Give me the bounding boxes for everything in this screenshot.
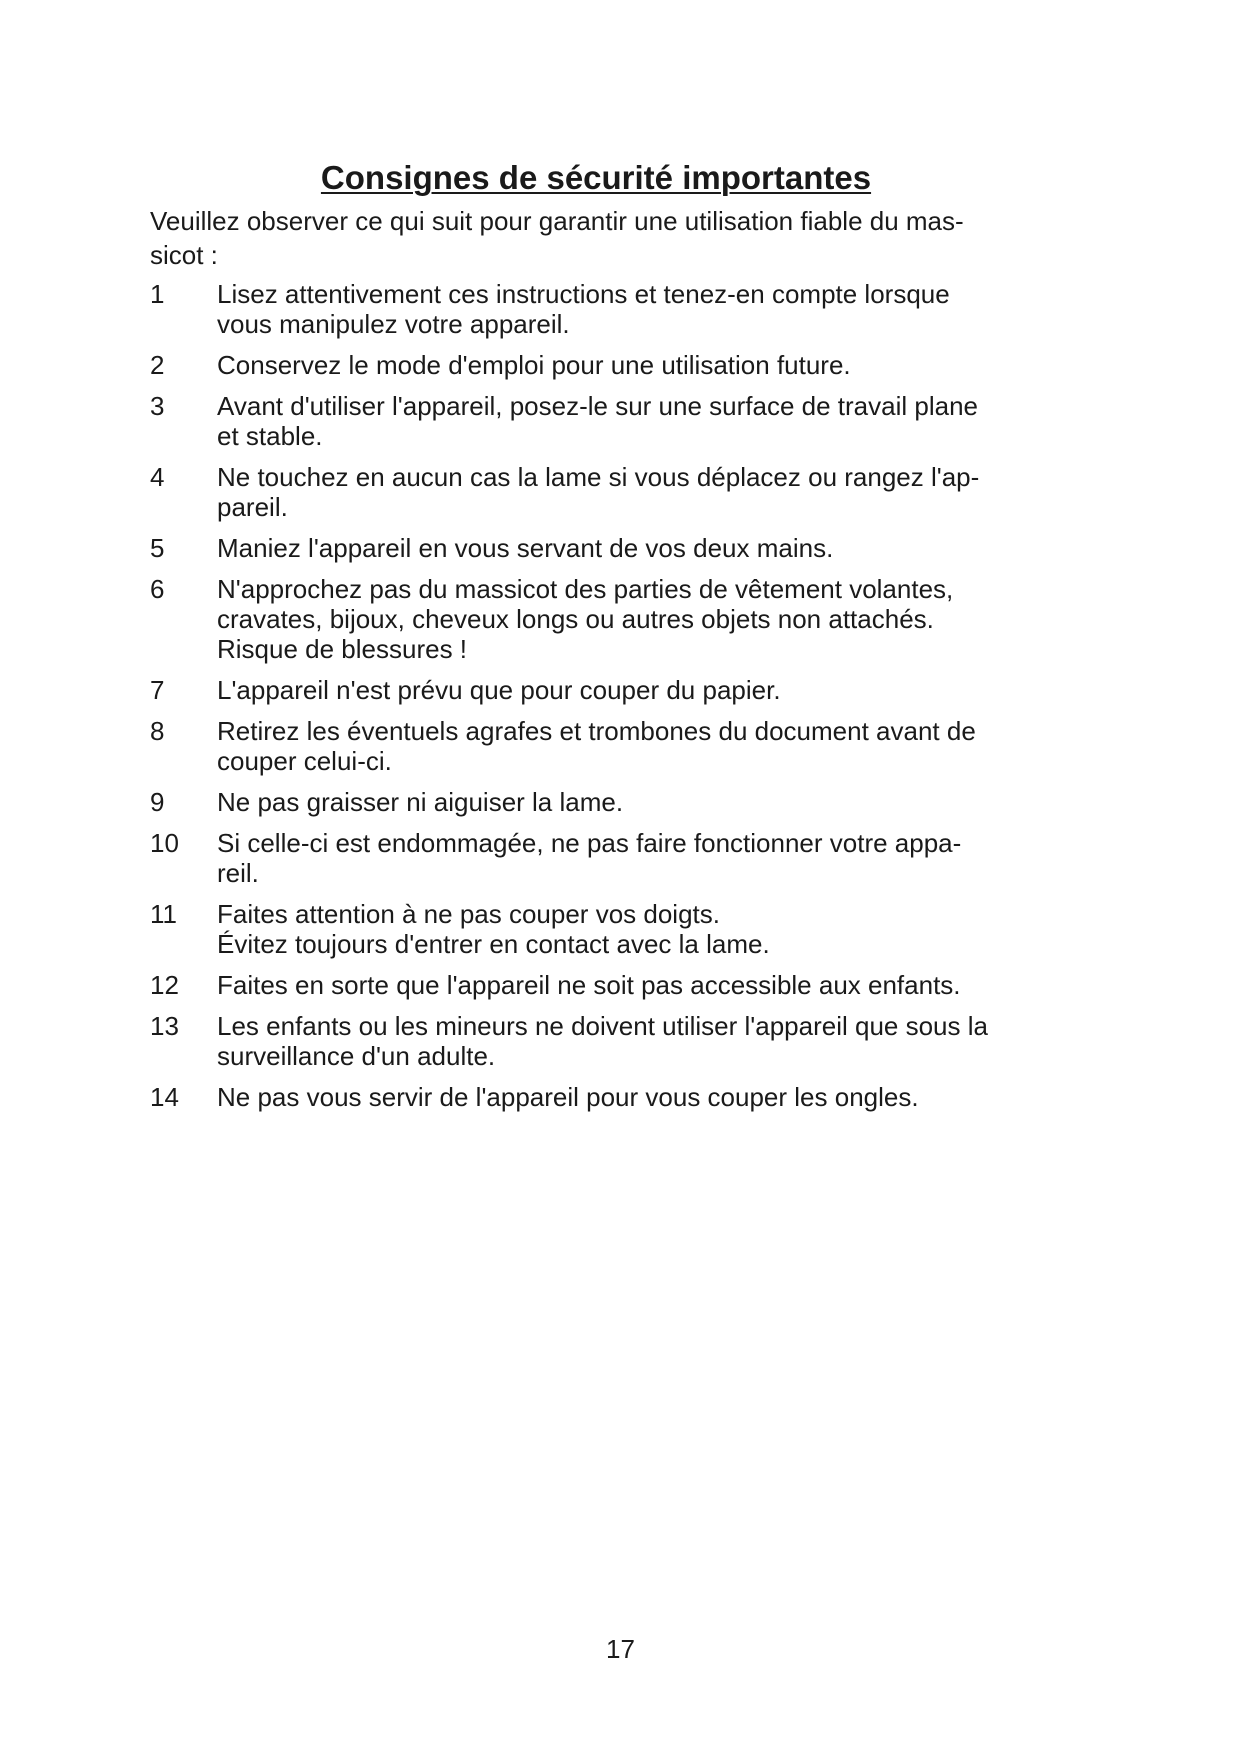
item-text: Avant d'utiliser l'appareil, posez-le sur une surface de travail plane et stable. — [217, 391, 978, 451]
list-item — [150, 787, 1060, 817]
item-number: 11 — [150, 899, 177, 929]
item-number: 3 — [150, 391, 165, 421]
list-item — [150, 391, 1060, 451]
item-text: Maniez l'appareil en vous servant de vos deux mains. — [217, 533, 834, 563]
list-item — [150, 533, 1060, 563]
item-text: L'appareil n'est prévu que pour couper du papier. — [217, 675, 781, 705]
item-number: 10 — [150, 828, 179, 858]
list-item — [150, 462, 1060, 522]
item-text: Conservez le mode d'emploi pour une utilisation future. — [217, 350, 851, 380]
item-number: 4 — [150, 462, 165, 492]
page-title: Consignes de sécurité importantes — [320, 159, 872, 196]
item-number: 8 — [150, 716, 165, 746]
item-text: Si celle-ci est endommagée, ne pas faire fonctionner votre appa- reil. — [217, 828, 962, 888]
item-text: Ne pas vous servir de l'appareil pour vous couper les ongles. — [217, 1082, 919, 1112]
item-number: 5 — [150, 533, 165, 563]
item-text: Lisez attentivement ces instructions et tenez-en compte lorsque vous manipulez votre appareil. — [217, 279, 950, 339]
list-item — [150, 970, 1060, 1000]
list-item — [150, 1011, 1060, 1071]
list-item — [150, 279, 1060, 339]
item-number: 14 — [150, 1082, 179, 1112]
list-item — [150, 675, 1060, 705]
safety-instructions-list — [150, 279, 1060, 1123]
list-item — [150, 899, 1060, 959]
item-number: 9 — [150, 787, 165, 817]
item-text: Les enfants ou les mineurs ne doivent utiliser l'appareil que sous la surveillance d'un adulte. — [217, 1011, 988, 1071]
list-item — [150, 716, 1060, 776]
item-text: Faites attention à ne pas couper vos doigts. Évitez toujours d'entrer en contact avec la lame. — [217, 899, 770, 959]
item-number: 1 — [150, 279, 165, 309]
list-item — [150, 350, 1060, 380]
page-number: 17 — [606, 1634, 635, 1664]
list-item — [150, 574, 1060, 664]
list-item — [150, 828, 1060, 888]
item-number: 6 — [150, 574, 165, 604]
item-text: Faites en sorte que l'appareil ne soit pas accessible aux enfants. — [217, 970, 961, 1000]
item-number: 12 — [150, 970, 179, 1000]
item-text: Ne pas graisser ni aiguiser la lame. — [217, 787, 624, 817]
item-text: N'approchez pas du massicot des parties de vêtement volantes, cravates, bijoux, cheveux longs ou autres objets non attachés. Risque de blessures ! — [217, 574, 954, 664]
item-number: 7 — [150, 675, 165, 705]
item-text: Retirez les éventuels agrafes et trombones du document avant de couper celui-ci. — [217, 716, 976, 776]
intro-paragraph: Veuillez observer ce qui suit pour garantir une utilisation fiable du mas- sicot : — [150, 206, 964, 270]
item-text: Ne touchez en aucun cas la lame si vous déplacez ou rangez l'ap- pareil. — [217, 462, 980, 522]
item-number: 2 — [150, 350, 165, 380]
item-number: 13 — [150, 1011, 179, 1041]
list-item — [150, 1082, 1060, 1112]
